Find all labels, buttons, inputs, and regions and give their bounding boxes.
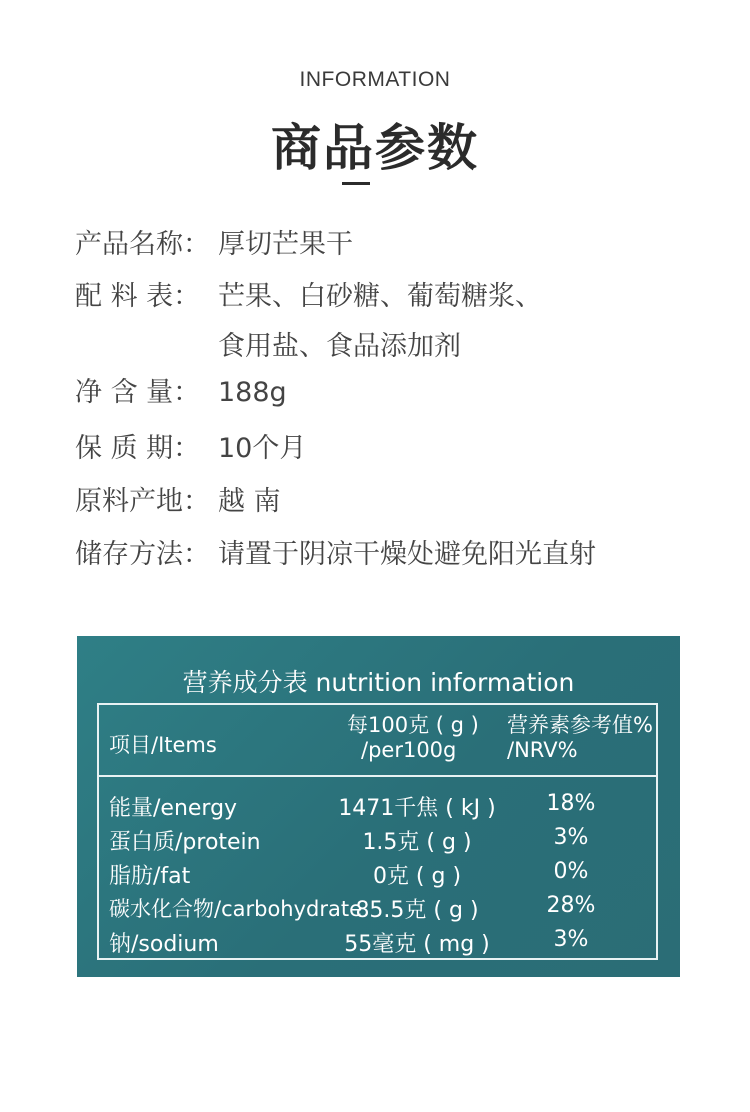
table-row (99, 889, 656, 923)
shelf-life-value: 10个月 (218, 433, 307, 464)
header-per-line2: /per100g (361, 738, 457, 762)
row-nrv: 3% (553, 825, 589, 850)
header-nrv (507, 713, 653, 763)
shelf-life-label: 保 质 期： (75, 433, 201, 464)
net-weight-label: 净 含 量： (75, 377, 201, 408)
shelf-life-row (75, 432, 306, 466)
nutrition-table-header (99, 705, 656, 777)
row-nrv: 18% (546, 791, 596, 816)
row-item: 脂肪/fat (109, 864, 191, 889)
header-nrv-line1: 营养素参考值% (507, 713, 653, 737)
ingredients-value-line1: 芒果、白砂糖、葡萄糖浆、 (218, 281, 542, 312)
title-divider (342, 182, 370, 185)
table-row (99, 787, 656, 821)
table-row (99, 923, 656, 957)
table-row (99, 821, 656, 855)
row-value: 0克 ( g ) (372, 864, 462, 889)
storage-row (75, 538, 596, 572)
page-title: 商品参数 (271, 119, 479, 177)
row-item: 蛋白质/protein (109, 830, 261, 855)
row-item: 碳水化合物/carbohydrate (109, 897, 363, 921)
nutrition-panel (77, 636, 680, 977)
net-weight-row (75, 376, 287, 410)
origin-row (75, 485, 281, 519)
storage-value: 请置于阴凉干燥处避免阳光直射 (218, 539, 596, 570)
header-per-line1: 每100克 ( g ) (347, 713, 479, 737)
row-item: 钠/sodium (109, 932, 219, 957)
header-per-100g (347, 713, 479, 763)
origin-label: 原料产地： (75, 486, 210, 517)
origin-value: 越 南 (218, 486, 281, 517)
net-weight-value: 188g (218, 377, 287, 408)
row-nrv: 28% (546, 893, 596, 918)
product-name-label: 产品名称： (75, 229, 210, 260)
row-value: 55毫克 ( mg ) (344, 932, 490, 957)
row-item: 能量/energy (109, 796, 238, 821)
storage-label: 储存方法： (75, 539, 210, 570)
header-nrv-line2: /NRV% (507, 738, 578, 762)
product-name-row (75, 228, 353, 262)
row-nrv: 3% (553, 927, 589, 952)
row-nrv: 0% (553, 859, 589, 884)
nutrition-title: 营养成分表 nutrition information (182, 668, 575, 697)
product-name-value: 厚切芒果干 (218, 229, 353, 260)
row-value: 1471千焦 ( kJ ) (338, 796, 496, 821)
ingredients-row (75, 280, 542, 314)
header-items: 项目/Items (109, 733, 217, 757)
header-eyebrow: INFORMATION (299, 68, 451, 91)
ingredients-value-line2: 食用盐、食品添加剂 (218, 331, 461, 362)
row-value: 85.5克 ( g ) (355, 898, 479, 923)
ingredients-label: 配 料 表： (75, 281, 201, 312)
nutrition-table (97, 703, 658, 960)
table-row (99, 855, 656, 889)
row-value: 1.5克 ( g ) (362, 830, 472, 855)
